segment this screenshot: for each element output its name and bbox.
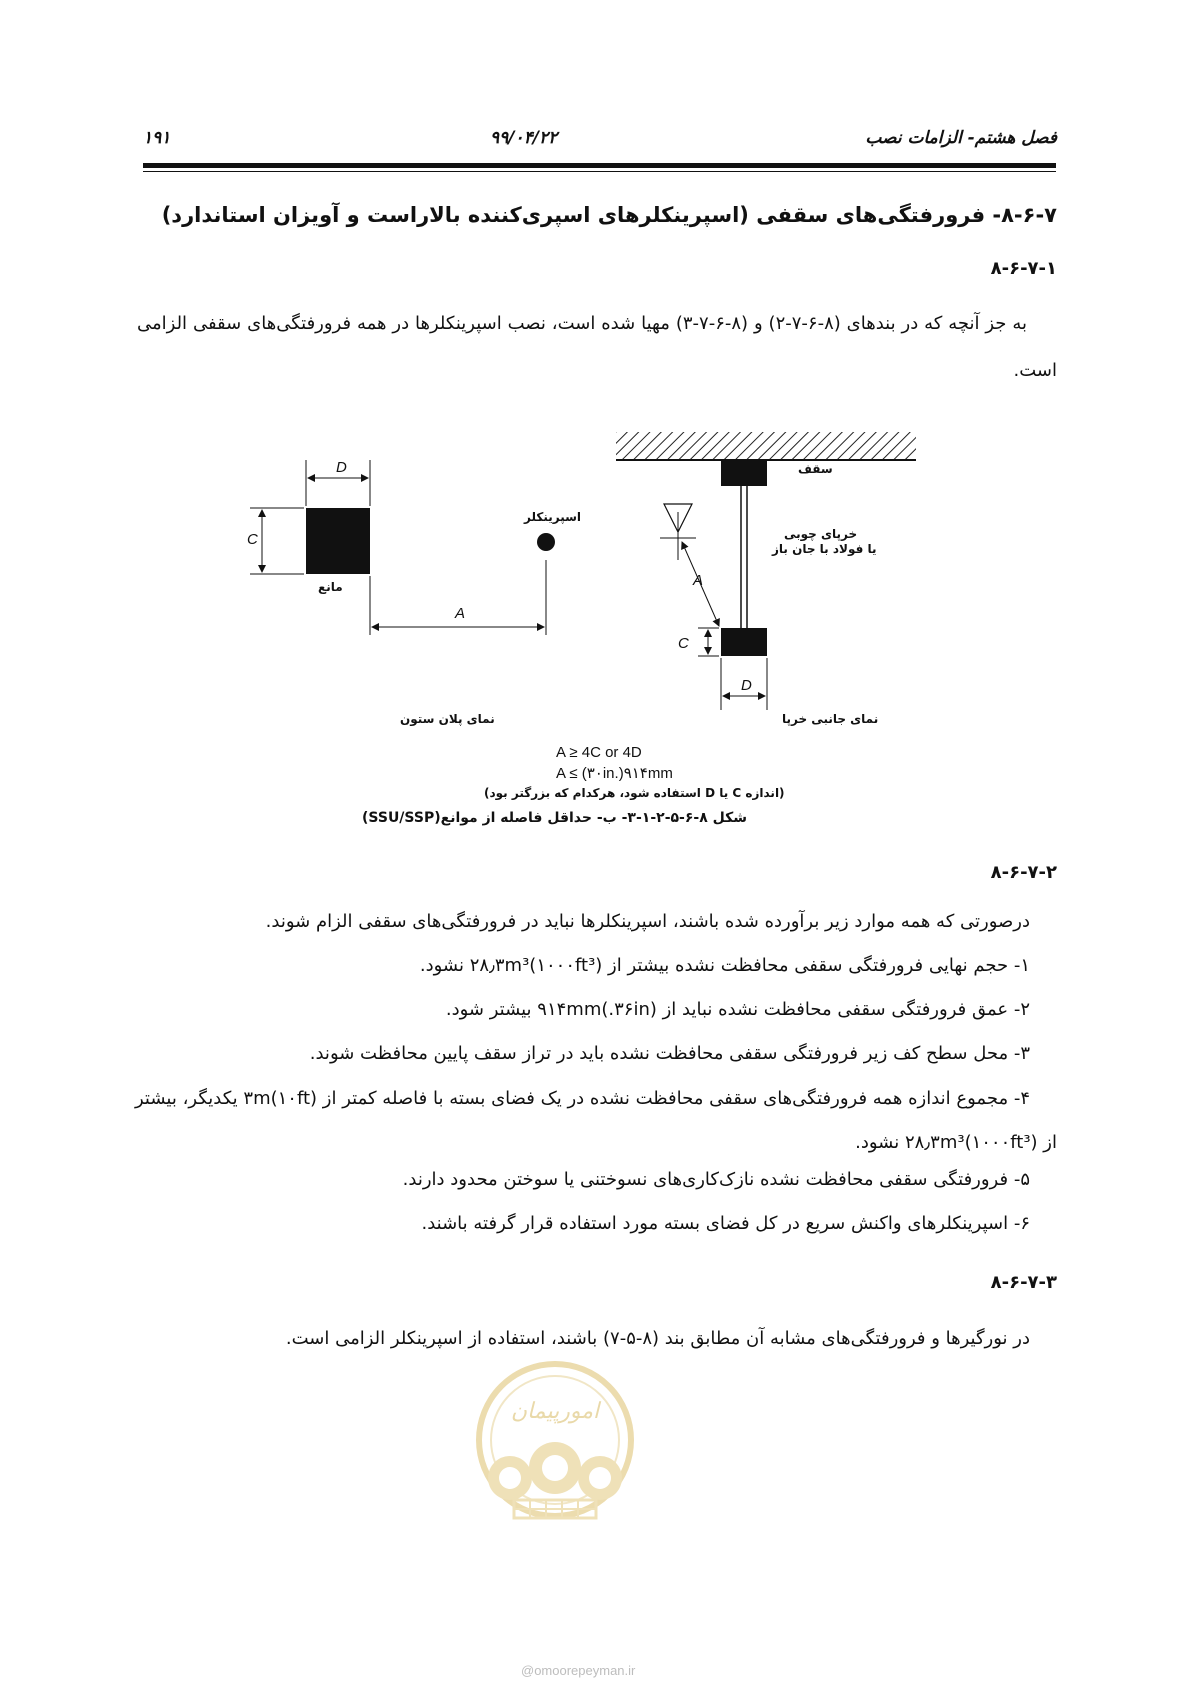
sprinkler-dot (537, 533, 555, 551)
subsection-heading-2: ۸-۶-۷-۲ (990, 862, 1057, 883)
label-d-plan: D (336, 459, 347, 476)
formula-note: (اندازه C یا D استفاده شود، هرکدام که بزرگتر بود) (484, 786, 785, 800)
page-date: ۹۹/۰۴/۲۲ (490, 128, 558, 148)
label-d-side: D (741, 677, 752, 694)
subsection-text-1: به جز آنچه که در بندهای (۸-۶-۷-۲) و (۸-۶-۷-۳) مهیا شده است، نصب اسپرینکلرها در همه فرورفتگی‌های سقفی الزامی است. (137, 313, 1057, 381)
label-truss-line2: یا فولاد با جان باز (772, 542, 877, 556)
condition-item-1: ۱- حجم نهایی فرورفتگی سقفی محافظت نشده بیشتر از ۲۸٫۳m³(۱۰۰۰ft³) نشود. (419, 955, 1030, 976)
subsection-text-3: در نورگیرها و فرورفتگی‌های مشابه آن مطابق بند (۸-۵-۷) باشند، استفاده از اسپرینکلر الزامی است. (285, 1328, 1030, 1349)
plan-view-diagram (250, 460, 555, 635)
label-c-side: C (678, 635, 689, 652)
condition-item-3: ۳- محل سطح کف زیر فرورفتگی سقفی محافظت نشده باید در تراز سقف پایین محافظت شوند. (309, 1043, 1030, 1064)
header-rule-thin (143, 171, 1056, 172)
label-a-side: A (693, 572, 704, 589)
label-sprinkler: اسپرینکلر (524, 510, 582, 524)
formula-a-min: A ≥ 4C or 4D (556, 744, 642, 761)
label-c-plan: C (247, 531, 258, 548)
lower-chord (721, 628, 767, 656)
obstruction-block (306, 508, 370, 574)
label-obstruction: مانع (318, 580, 343, 594)
subsection-heading-1: ۸-۶-۷-۱ (990, 258, 1057, 279)
page-number: ۱۹۱ (143, 128, 171, 148)
watermark-logo-text: امورپیمان (510, 1399, 600, 1424)
figure-caption: شکل ۸-۶-۵-۲-۱-۳- ب- حداقل فاصله از موانع(SSU/SSP) (362, 810, 748, 826)
subsection-intro-2: درصورتی که همه موارد زیر برآورده شده باشند، اسپرینکلرها نباید در فرورفتگی‌های سقفی الزام شوند. (265, 911, 1030, 932)
label-ceiling: سقف (798, 462, 833, 476)
chapter-title: فصل هشتم- الزامات نصب (865, 128, 1057, 148)
section-title: ۸-۶-۷- فرورفتگی‌های سقفی (اسپرینکلرهای اسپری‌کننده بالاراست و آویزان استاندارد) (161, 203, 1057, 227)
label-truss-line1: خرپای چوبی (784, 527, 858, 541)
header-rule-thick (143, 163, 1056, 168)
subsection-heading-3: ۸-۶-۷-۳ (990, 1272, 1057, 1293)
condition-item-5: ۵- فرورفتگی سقفی محافظت نشده نازک‌کاری‌های نسوختنی یا سوختن محدود دارند. (402, 1169, 1030, 1190)
condition-item-6: ۶- اسپرینکلرهای واکنش سریع در کل فضای بسته مورد استفاده قرار گرفته باشند. (421, 1213, 1030, 1234)
condition-item-2: ۲- عمق فرورفتگی سقفی محافظت نشده نباید از ۹۱۴mm(.۳۶in) بیشتر شود. (445, 999, 1030, 1020)
watermark-logo (470, 1360, 640, 1530)
label-plan-view: نمای پلان ستون (400, 712, 495, 726)
upper-chord (721, 460, 767, 486)
watermark-url: @omoorepeyman.ir (521, 1663, 636, 1678)
side-view-diagram (616, 432, 916, 710)
label-a-plan: A (455, 605, 466, 622)
formula-a-max: A ≤ (۳۰in.)۹۱۴mm (556, 765, 673, 782)
ceiling-hatch (616, 432, 916, 460)
label-side-view: نمای جانبی خرپا (782, 712, 879, 726)
condition-item-4: ۴- مجموع اندازه همه فرورفتگی‌های سقفی محافظت نشده در یک فضای بسته با فاصله کمتر از ۳m(۱۰ft) یکدیگر، بیشتر از ۲۸٫۳m³(۱۰۰۰ft³) نشود. (135, 1088, 1057, 1153)
